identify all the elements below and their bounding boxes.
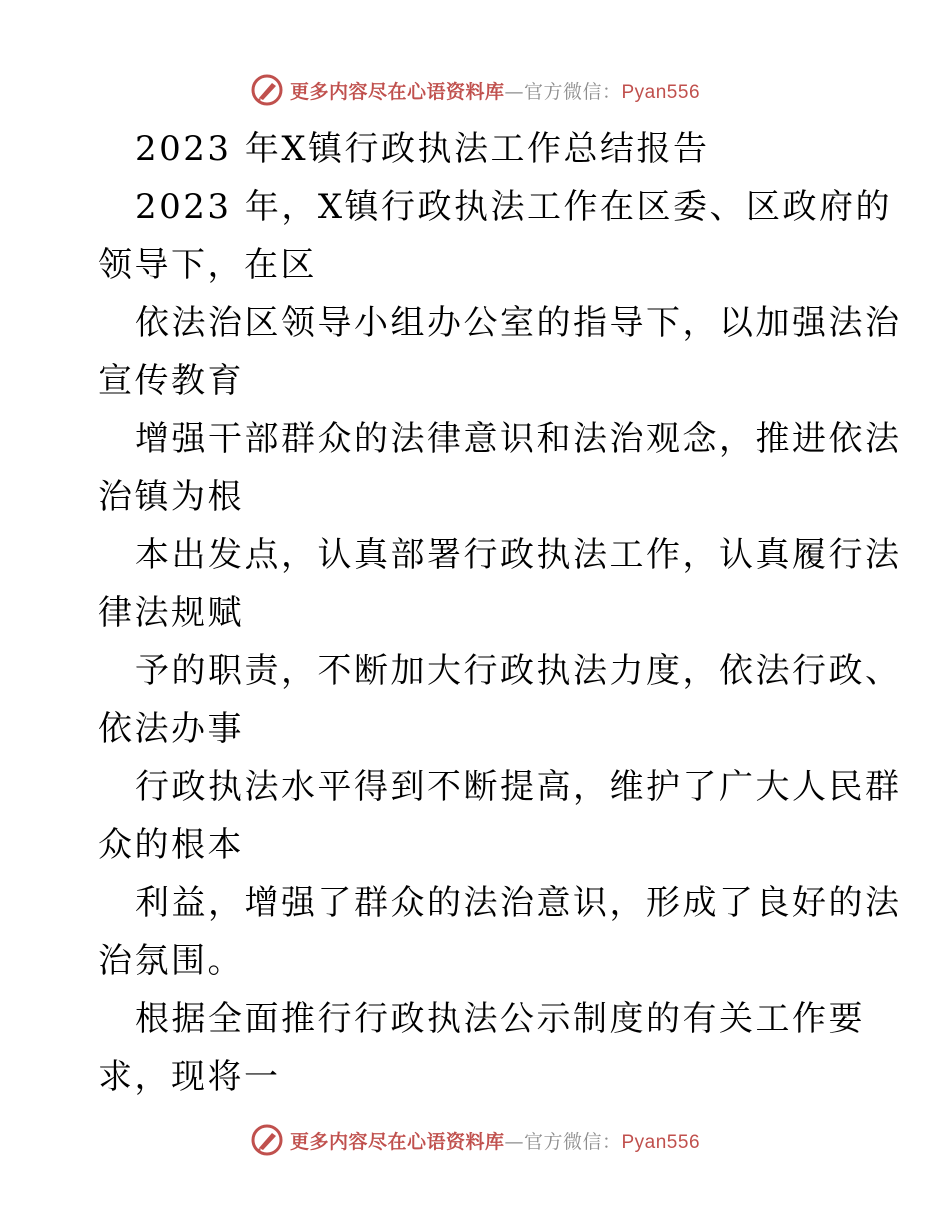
- paragraph-line: 众的根本: [98, 825, 244, 865]
- paragraph-line: 求，现将一: [98, 1057, 281, 1097]
- watermark-official: 官方微信：: [523, 80, 622, 103]
- paragraph-line: 治镇为根: [98, 477, 244, 517]
- paragraph-line: 依法办事: [98, 709, 244, 749]
- pen-logo-icon: [250, 73, 284, 107]
- watermark-brand: 更多内容尽在心语资料库: [289, 80, 505, 103]
- watermark-text: [290, 77, 700, 104]
- paragraph-line: 宣传教育: [98, 361, 244, 401]
- watermark-separator: —: [504, 80, 524, 103]
- paragraph-line: 增强干部群众的法律意识和法治观念，推进依法: [135, 419, 902, 459]
- watermark-separator: —: [504, 1130, 524, 1153]
- watermark-brand: 更多内容尽在心语资料库: [289, 1130, 505, 1153]
- watermark-wechat-id: Pyan556: [621, 81, 701, 103]
- paragraph-line: 依法治区领导小组办公室的指导下，以加强法治: [135, 303, 902, 343]
- paragraph-line: 根据全面推行行政执法公示制度的有关工作要: [135, 999, 865, 1039]
- header-watermark: [0, 70, 950, 110]
- watermark-official: 官方微信：: [523, 1130, 622, 1153]
- document-body: [98, 120, 902, 1106]
- paragraph-line: 本出发点，认真部署行政执法工作，认真履行法: [135, 535, 902, 575]
- watermark-text: [290, 1127, 700, 1154]
- paragraph-line: 律法规赋: [98, 593, 244, 633]
- paragraph-line: 2023 年，X镇行政执法工作在区委、区政府的: [135, 187, 893, 227]
- paragraph-line: 行政执法水平得到不断提高，维护了广大人民群: [135, 767, 902, 807]
- paragraph-line: 领导下，在区: [98, 245, 317, 285]
- paragraph-line: 利益，增强了群众的法治意识，形成了良好的法: [135, 883, 902, 923]
- paragraph-line: 予的职责，不断加大行政执法力度，依法行政、: [135, 651, 902, 691]
- paragraph-line: 治氛围。: [98, 941, 244, 981]
- pen-logo-icon: [250, 1123, 284, 1157]
- watermark-wechat-id: Pyan556: [621, 1131, 701, 1153]
- footer-watermark: [0, 1120, 950, 1160]
- document-title: 2023 年X镇行政执法工作总结报告: [135, 129, 710, 169]
